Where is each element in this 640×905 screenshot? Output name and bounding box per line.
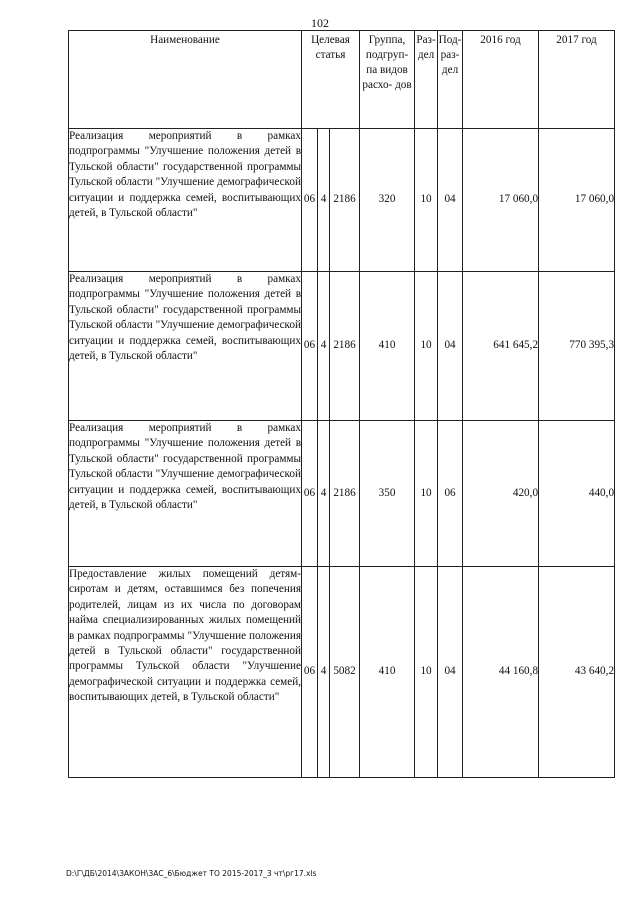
header-year-2017: 2017 год [539, 31, 615, 129]
file-path-footer: D:\Г\ДБ\2014\ЗАКОН\ЗАС_6\Бюджет ТО 2015-2017_3 чт\рг17.xls [66, 869, 317, 878]
table-header-row [69, 31, 615, 129]
amount-2016: 420,0 [463, 421, 539, 567]
subsection: 04 [438, 129, 463, 272]
subsection: 04 [438, 272, 463, 421]
target-code-subprogram: 4 [318, 567, 330, 778]
subsection: 04 [438, 567, 463, 778]
section: 10 [415, 421, 438, 567]
section: 10 [415, 567, 438, 778]
target-code-program: 06 [302, 129, 318, 272]
amount-2017: 770 395,3 [539, 272, 615, 421]
header-expense-group: Группа, подгруп- па видов расхо- дов [360, 31, 415, 129]
header-section: Раз- дел [415, 31, 438, 129]
expense-group: 410 [360, 272, 415, 421]
row-name: Предоставление жилых помещений детям-сиротам и детям, оставшимся без попечения родителей, лицам из их числа по договорам найма специализированных жилых помещений в рамках подпрограммы "Улучшение положения детей в Тульской области" государственной программы Тульской области "Улучшение демографической ситуации и поддержка семей, воспитывающих детей, в Тульской области" [69, 567, 302, 778]
expense-group: 350 [360, 421, 415, 567]
header-subsection: Под- раз- дел [438, 31, 463, 129]
row-name: Реализация мероприятий в рамках подпрограммы "Улучшение положения детей в Тульской области" государственной программы Тульской области "Улучшение демографической ситуации и поддержка семей, воспитывающих детей, в Тульской области" [69, 129, 302, 272]
amount-2017: 17 060,0 [539, 129, 615, 272]
target-code-subprogram: 4 [318, 421, 330, 567]
header-name: Наименование [69, 31, 302, 129]
header-target-article: Целевая статья [302, 31, 360, 129]
amount-2017: 440,0 [539, 421, 615, 567]
page-number: 102 [311, 16, 329, 30]
row-name: Реализация мероприятий в рамках подпрограммы "Улучшение положения детей в Тульской области" государственной программы Тульской области "Улучшение демографической ситуации и поддержка семей, воспитывающих детей, в Тульской области" [69, 272, 302, 421]
section: 10 [415, 272, 438, 421]
table-row [69, 129, 615, 272]
expense-group: 410 [360, 567, 415, 778]
table-row [69, 272, 615, 421]
subsection: 06 [438, 421, 463, 567]
target-code-direction: 2186 [330, 421, 360, 567]
target-code-subprogram: 4 [318, 129, 330, 272]
table-row [69, 567, 615, 778]
target-code-direction: 5082 [330, 567, 360, 778]
amount-2017: 43 640,2 [539, 567, 615, 778]
target-code-program: 06 [302, 421, 318, 567]
table-row [69, 421, 615, 567]
target-code-subprogram: 4 [318, 272, 330, 421]
target-code-direction: 2186 [330, 129, 360, 272]
amount-2016: 17 060,0 [463, 129, 539, 272]
target-code-direction: 2186 [330, 272, 360, 421]
row-name: Реализация мероприятий в рамках подпрограммы "Улучшение положения детей в Тульской области" государственной программы Тульской области "Улучшение демографической ситуации и поддержка семей, воспитывающих детей, в Тульской области" [69, 421, 302, 567]
amount-2016: 641 645,2 [463, 272, 539, 421]
budget-table [68, 30, 615, 778]
header-year-2016: 2016 год [463, 31, 539, 129]
target-code-program: 06 [302, 567, 318, 778]
target-code-program: 06 [302, 272, 318, 421]
expense-group: 320 [360, 129, 415, 272]
amount-2016: 44 160,8 [463, 567, 539, 778]
section: 10 [415, 129, 438, 272]
